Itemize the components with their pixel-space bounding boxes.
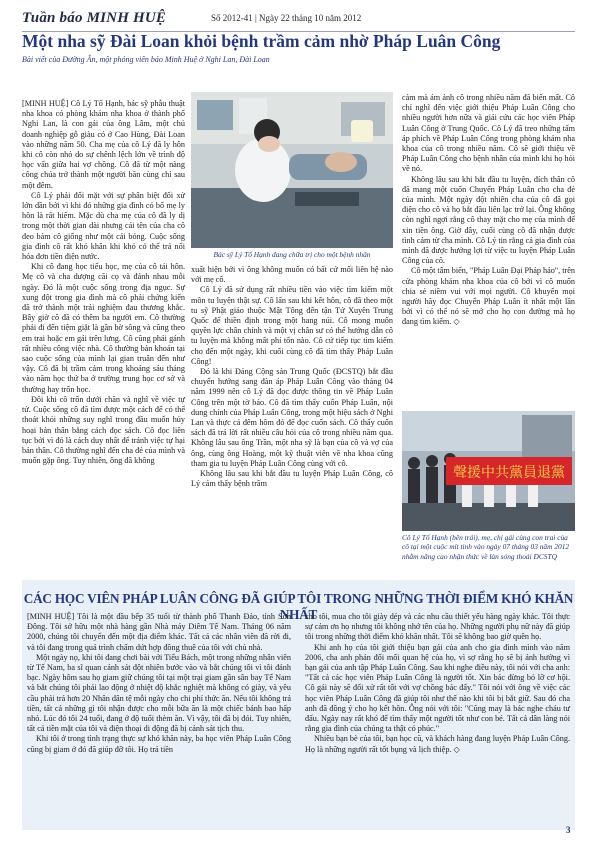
paragraph: [MINH HUỆ] Tôi là một đầu bếp 35 tuổi từ thành phố Thanh Đảo, tỉnh Sơn Đông. Tôi sở hữu một nhà hàng gần Nhà máy Diêm Tế Nam. Tháng 06 năm 2000, chúng tôi chuyển đến một địa điểm khác. Tất cả các nhân viên đã rời đi, và tôi đang trong quá trình chấm dứt hợp đồng thuê của tôi với chủ nhà. (27, 612, 291, 652)
dentist-photo (191, 92, 393, 248)
paragraph: Không lâu sau khi bắt đầu tu luyện Pháp Luân Công, cô Lý cảm thấy bệnh trầm (191, 469, 393, 489)
article2-title: CÁC HỌC VIÊN PHÁP LUÂN CÔNG ĐÃ GIÚP TÔI TRONG NHỮNG THỜI ĐIỂM KHÓ KHĂN NHẤT (23, 591, 574, 622)
article-column-1 (22, 99, 185, 466)
article2-column-1 (27, 612, 291, 755)
page-number: 3 (566, 825, 571, 835)
article2-column-2 (305, 612, 570, 755)
paragraph: Đôi khi cô trốn dưới chăn và nghĩ về việc tự tử. Cuộc sống cô đã tìm được một cách để có thể thoát khỏi những suy nghĩ trong đầu muốn hủy hoại bản thân bằng cách đọc sách. Cô đọc liên tục bởi vì đó là cách duy nhất để tránh việc tự hại bản thân. Cô thường nghĩ đến cha đẻ của mình và muốn gặp ông. Tuy nhiên, ông đã không (22, 394, 185, 466)
paragraph: Cô một tâm biển, "Pháp Luân Đại Pháp hảo", trên cửa phòng khám nha khoa của cô bởi vì cô muốn chia sẻ niềm vui với mọi người. Cô khuyến mọi người hãy đọc Chuyển Pháp Luân ít nhất một lần bởi vì có thể nó sẽ mở cho họ con đường mà họ đang tìm kiếm. ◇ (402, 266, 575, 327)
photo-caption: Bác sỹ Lý Tố Hạnh đang chữa trị cho một bệnh nhân (213, 250, 371, 259)
article-byline: Bài viết của Đường Ân, một phóng viên báo Minh Huệ ở Nghi Lan, Đài Loan (22, 55, 270, 64)
banner-text: 聲援中共黨員退黨 (453, 465, 565, 481)
paragraph: Một ngày nọ, khi tôi đang chơi bài với Tiểu Bách, một trong những nhân viên từ Tế Nam, ba sĩ quan cảnh sát đột nhiên bước vào và bắt chúng tôi vì tôi đánh bạc. Ngày hôm sau họ giam giữ chúng tôi tại một trại giam gần sân bay Tế Nam và bắt chúng tôi phải lao động ở nhiệt độ khắc nghiệt mà không có giày, và yêu cầu phải trả hơn 20 Nhân dân tệ mỗi ngày cho chi phí thức ăn. Nếu tôi không trả tiền, tất cả những gì tôi nhận được cho mỗi bữa ăn là một chiếc bánh bao hấp nhỏ. Lúc đó tôi 24 tuổi, đang ở độ tuổi thèm ăn. Vì vậy, tôi đã bị đói. Tuy nhiên, tất cả tiền mặt của tôi và điện thoại di động đã bị cảnh sát tịch thu. (27, 652, 291, 734)
paragraph: Nhiều bạn bè của tôi, bạn học cũ, và khách hàng đang luyện Pháp Luân Công. Họ là những người rất tốt bụng và lịch thiệp. ◇ (305, 734, 571, 754)
paragraph: xuất hiện bởi vì ông không muốn có bất cứ mối liên hệ nào với mẹ cô. (191, 265, 393, 285)
photo-caption: Cô Lý Tố Hạnh (bên trái), mẹ, chị gái cùng con trai của cô tại một cuộc mít tinh vào ngày 07 tháng 03 năm 2012 nhằm nâng cao nhận thức về làn sóng thoái ĐCSTQ (402, 533, 570, 561)
rally-photo (402, 411, 575, 531)
article-title: Một nha sỹ Đài Loan khỏi bệnh trầm cảm nhờ Pháp Luân Công (22, 31, 501, 51)
paragraph: Đó là khi Đảng Cộng sản Trung Quốc (ĐCSTQ) bắt đầu chuyển hướng sang đàn áp Pháp Luân Công vào tháng 04 năm 1999 nên cô Lý đã đọc được thông tin về Pháp Luân Công trên một tờ báo. Cô đã tìm thấy cuốn Pháp Luân, nội dung chính của Pháp Luân Công, trong một hiệu sách ở Nghi Lan và thực cả đêm hôm đó để đọc cuốn sách. Cô thấy cuốn sách đã trả lời rất nhiều câu hỏi của cô trong nhiều năm qua. Không lâu sau ông Trần, một nha sỹ là bạn của cô và vợ của ông, cùng ông Hoàng, một kỹ thuật viên về nha khoa cũng tham gia tu luyện Pháp Luân Công cùng với cô. (191, 367, 393, 468)
paragraph: Không lâu sau khi bắt đầu tu luyện, đích thân cô đã mang một cuốn Chuyển Pháp Luân cho cha đẻ của mình. Một ngày đột nhiên cha của cô đã gọi điện cho cô và họ bắt đầu liên lạc trở lại. Ông không còn nghĩ ngợi rằng cô thay mặt cho mẹ của mình để xin tiền ông. Giờ đây, cuối cùng cô đã nhận được tình cảm từ cha mình. Cô Lý tin rằng cả gia đình của mình đã được hưởng lợi từ việc tu luyện Pháp Luân Công của cô. (402, 174, 575, 266)
paragraph: Khi cô đang học tiểu học, mẹ của cô tái hôn. Mẹ cô và cha dượng cãi cọ và đánh nhau mỗi ngày. Đó là một cuộc sống trong địa ngục. Sự xung đột trong gia đình mà cô phải chứng kiến đã trở thành một trải nghiệm đau thương khắc. Bây giờ cô đã có thêm ba người em. Cô thường phải đi đến tiệm giặt là gần bờ sông và cũng theo em trai hoặc em gái trên lưng. Cô cũng phải gánh rất nhiều công việc nhà. Cô thường bán khoản tại sao cuộc sống của mình lại gian truân đến như vậy. Cô đã bị trầm cảm trong khoảng sáu tháng vào năm học thứ ba ở trường trung học cơ sở và thường hay trốn học. (22, 262, 185, 394)
paragraph: Khi tôi ở trong tình trạng thực sự khó khăn này, ba học viên Pháp Luân Công cũng bị giam ở đó đã giúp đỡ tôi. Họ trả tiền (27, 734, 291, 754)
rally-photo-illustration (402, 411, 575, 531)
paragraph: cảm mà ám ảnh cô trong nhiều năm đã biến mất. Cô chỉ nghĩ đến việc giới thiệu Pháp Luân Công cho nhiều người hơn nữa và giải cứu các học viên Pháp Luân Công ở Trung Quốc. Cô Lý đã treo những tấm áp phích về Pháp Luân Công trong phòng khám nha khoa của cô trong nhiều năm. Cô sẽ giới thiệu về Pháp Luân Công cho bệnh nhân của mình khi họ hỏi về nó. (402, 93, 575, 174)
article-column-2 (191, 265, 393, 489)
paragraph: Cô Lý đã sử dụng rất nhiều tiền vào việc tìm kiếm một môn tu luyện thật sự. Cô lấn sau khi kết hôn, cô đã theo một tu sỹ Phật giáo thuộc Mật Tông đến tận Tứ Xuyên Trung Quốc để thiền định trong một hang núi. Cô mong muốn quyền lực chân chính và một vị chân sư có thể hướng dẫn cô tu luyện mà không mất phí tổn nào. Cô cứ tiếp tục tìm kiếm cho đến một ngày, khi cuối cùng cô đã tìm thấy Pháp Luân Công! (191, 285, 393, 366)
dentist-photo-illustration (191, 92, 393, 248)
paragraph: Cô Lý phải đối mặt với sự phân biệt đối xử lớn dần bởi vì khi đó những gia đình có bố mẹ ly hôn là rất hiếm. Mặc dù cha mẹ của cô đã ly dị trong một thời gian dài nhưng cái tên của cha cô đeo bám cô giống như một cái bóng. Cuộc sống gia đình cô rất khó khăn khi khó có thể trả nổi hóa đơn tiền điện nước. (22, 190, 185, 262)
issue-info: Số 2012-41 | Ngày 22 tháng 10 năm 2012 (211, 13, 362, 23)
paragraph: Khi anh họ của tôi giới thiệu bạn gái của anh cho gia đình mình vào năm 2006, cha anh phản đối mối quan hệ của họ, vì sợ rằng họ sẽ bị ảnh hưởng vì bạn gái của anh tập Pháp Luân Công. Sau khi nghe điều này, tôi nói với cha anh: "Tất cả các học viên Pháp Luân Công là người tốt. Xin bác đừng bỏ lỡ cơ hội. Cô gái này sẽ đối xử rất tốt với vợ chồng bác đấy." Tôi nói với ông về việc các học viên Pháp Luân Công đã giúp tôi như thế nào khi tôi bị bắt giữ. Sau đó cha anh đã đồng ý cho họ kết hôn. Ông nói với tôi: "Cũng may là bác nghe cháu tư đấu. Ngày nay rất khó để tìm thấy một người tốt như con bé. Tất cả dân làng nói rằng gia đình của chúng ta thật có phúc." (305, 642, 570, 734)
paragraph: cho tôi, mua cho tôi giày dép và các nhu cầu thiết yếu hàng ngày khác. Tôi thực sự cảm ơn họ nhưng tôi không nhớ tên của họ. Những người phụ nữ này đã giúp tôi trong những thời điểm khó khăn nhất. Tôi sẽ không bao giờ quên họ. (305, 612, 570, 642)
paragraph: [MINH HUỆ] Cô Lý Tố Hạnh, bác sỹ phẫu thuật nha khoa có phòng khám nha khoa ở thành phố Nghi Lan, là con gái của ông Lâm, một chủ doanh nghiệp gỗ giàu có ở Cao Hùng, Đài Loan vào những năm 50. Cha mẹ của cô Lý đã ly hôn khi cô còn nhỏ do sự chênh lệch lớn về trình độ học vấn giữa hai vợ chồng. Cô đã từ một nàng công chúa trở thành một người bần cùng chỉ sau một đêm. (22, 99, 185, 190)
masthead (22, 10, 575, 32)
masthead-brand: Tuần báo MINH HUỆ (22, 10, 167, 26)
article-column-3 (402, 93, 575, 328)
